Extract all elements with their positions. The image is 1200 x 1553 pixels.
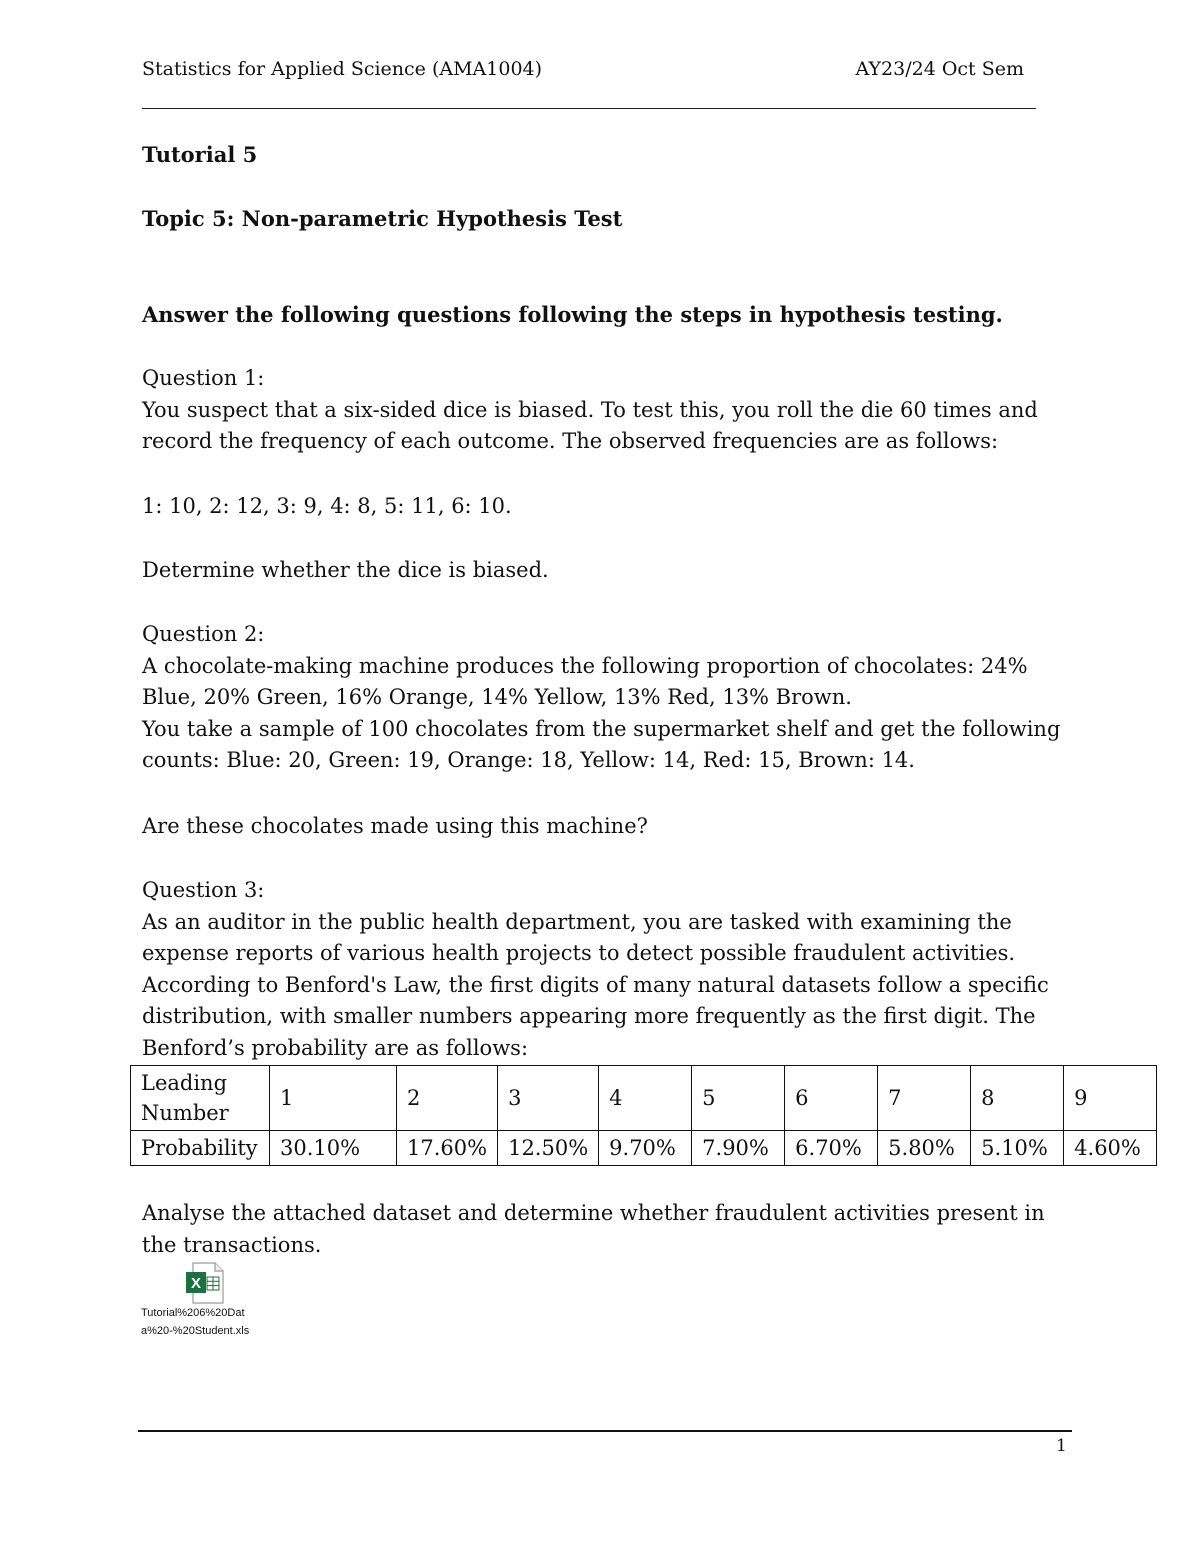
question-1-line: You suspect that a six-sided dice is biased. To test this, you roll the die 60 times and — [142, 397, 1038, 422]
question-2 — [142, 619, 1072, 777]
question-3-line: According to Benford's Law, the first digits of many natural datasets follow a specific — [142, 972, 1049, 997]
header-semester: AY23/24 Oct Sem — [855, 58, 1024, 80]
attachment-filename[interactable] — [141, 1304, 291, 1340]
table-cell-probability: 4.60% — [1064, 1131, 1157, 1166]
table-cell-digit: 6 — [785, 1066, 878, 1131]
leading-label-line1: Leading — [141, 1071, 228, 1095]
page-number: 1 — [1056, 1436, 1067, 1456]
question-1-task: Determine whether the dice is biased. — [142, 558, 549, 582]
question-2-line: counts: Blue: 20, Green: 19, Orange: 18, Yellow: 14, Red: 15, Brown: 14. — [142, 748, 915, 772]
table-cell-probability: 17.60% — [397, 1131, 498, 1166]
header-course: Statistics for Applied Science (AMA1004) — [142, 58, 543, 80]
question-2-line: You take a sample of 100 chocolates from the supermarket shelf and get the following — [142, 716, 1061, 741]
table-cell-digit: 9 — [1064, 1066, 1157, 1131]
question-3-line: As an auditor in the public health department, you are tasked with examining the — [142, 909, 1012, 934]
question-2-task: Are these chocolates made using this machine? — [142, 814, 648, 838]
question-3 — [142, 875, 1072, 1064]
table-header-cell: Probability — [131, 1131, 270, 1166]
excel-icon-letter: X — [190, 1275, 202, 1292]
table-cell-probability: 5.10% — [971, 1131, 1064, 1166]
question-2-heading: Question 2: — [142, 622, 265, 646]
question-3-heading: Question 3: — [142, 878, 265, 902]
table-cell-probability: 5.80% — [878, 1131, 971, 1166]
header-divider — [142, 108, 1036, 109]
benford-table — [130, 1065, 1157, 1166]
table-cell-probability: 6.70% — [785, 1131, 878, 1166]
footer-divider — [138, 1430, 1072, 1432]
question-1-line: record the frequency of each outcome. The observed frequencies are as follows: — [142, 429, 999, 453]
question-3-line: distribution, with smaller numbers appearing more frequently as the first digit. The — [142, 1004, 1036, 1028]
table-cell-probability: 9.70% — [599, 1131, 692, 1166]
table-cell-digit: 8 — [971, 1066, 1064, 1131]
question-2-line: A chocolate-making machine produces the following proportion of chocolates: 24% — [142, 653, 1028, 678]
table-cell-digit: 5 — [692, 1066, 785, 1131]
table-cell-probability: 12.50% — [498, 1131, 599, 1166]
leading-label-line2: Number — [141, 1101, 229, 1125]
table-row-leading-number — [131, 1066, 1157, 1131]
attachment-filename-line1: Tutorial%206%20Dat — [141, 1307, 245, 1319]
table-cell-digit: 2 — [397, 1066, 498, 1131]
excel-file-icon[interactable] — [185, 1262, 225, 1304]
question-3-task — [142, 1198, 1072, 1261]
attachment-filename-line2: a%20-%20Student.xls — [141, 1325, 250, 1337]
table-cell-probability: 7.90% — [692, 1131, 785, 1166]
question-1-data: 1: 10, 2: 12, 3: 9, 4: 8, 5: 11, 6: 10. — [142, 494, 512, 518]
table-header-cell — [131, 1066, 270, 1131]
question-1-heading: Question 1: — [142, 366, 265, 390]
question-3-line: Benford’s probability are as follows: — [142, 1035, 529, 1060]
question-3-line: expense reports of various health projects to detect possible fraudulent activities. — [142, 941, 1016, 965]
table-cell-probability: 30.10% — [270, 1131, 397, 1166]
table-cell-digit: 1 — [270, 1066, 397, 1131]
table-cell-digit: 7 — [878, 1066, 971, 1131]
question-3-task-line: Analyse the attached dataset and determine whether fraudulent activities present in — [142, 1201, 1045, 1225]
tutorial-title: Tutorial 5 — [142, 142, 258, 167]
table-row-probability — [131, 1131, 1157, 1166]
question-2-line: Blue, 20% Green, 16% Orange, 14% Yellow, 13% Red, 13% Brown. — [142, 685, 852, 709]
topic-heading: Topic 5: Non-parametric Hypothesis Test — [142, 206, 623, 231]
question-3-task-line: the transactions. — [142, 1232, 322, 1257]
question-1 — [142, 363, 1072, 458]
table-cell-digit: 4 — [599, 1066, 692, 1131]
instruction: Answer the following questions following the steps in hypothesis testing. — [142, 302, 1003, 327]
table-cell-digit: 3 — [498, 1066, 599, 1131]
